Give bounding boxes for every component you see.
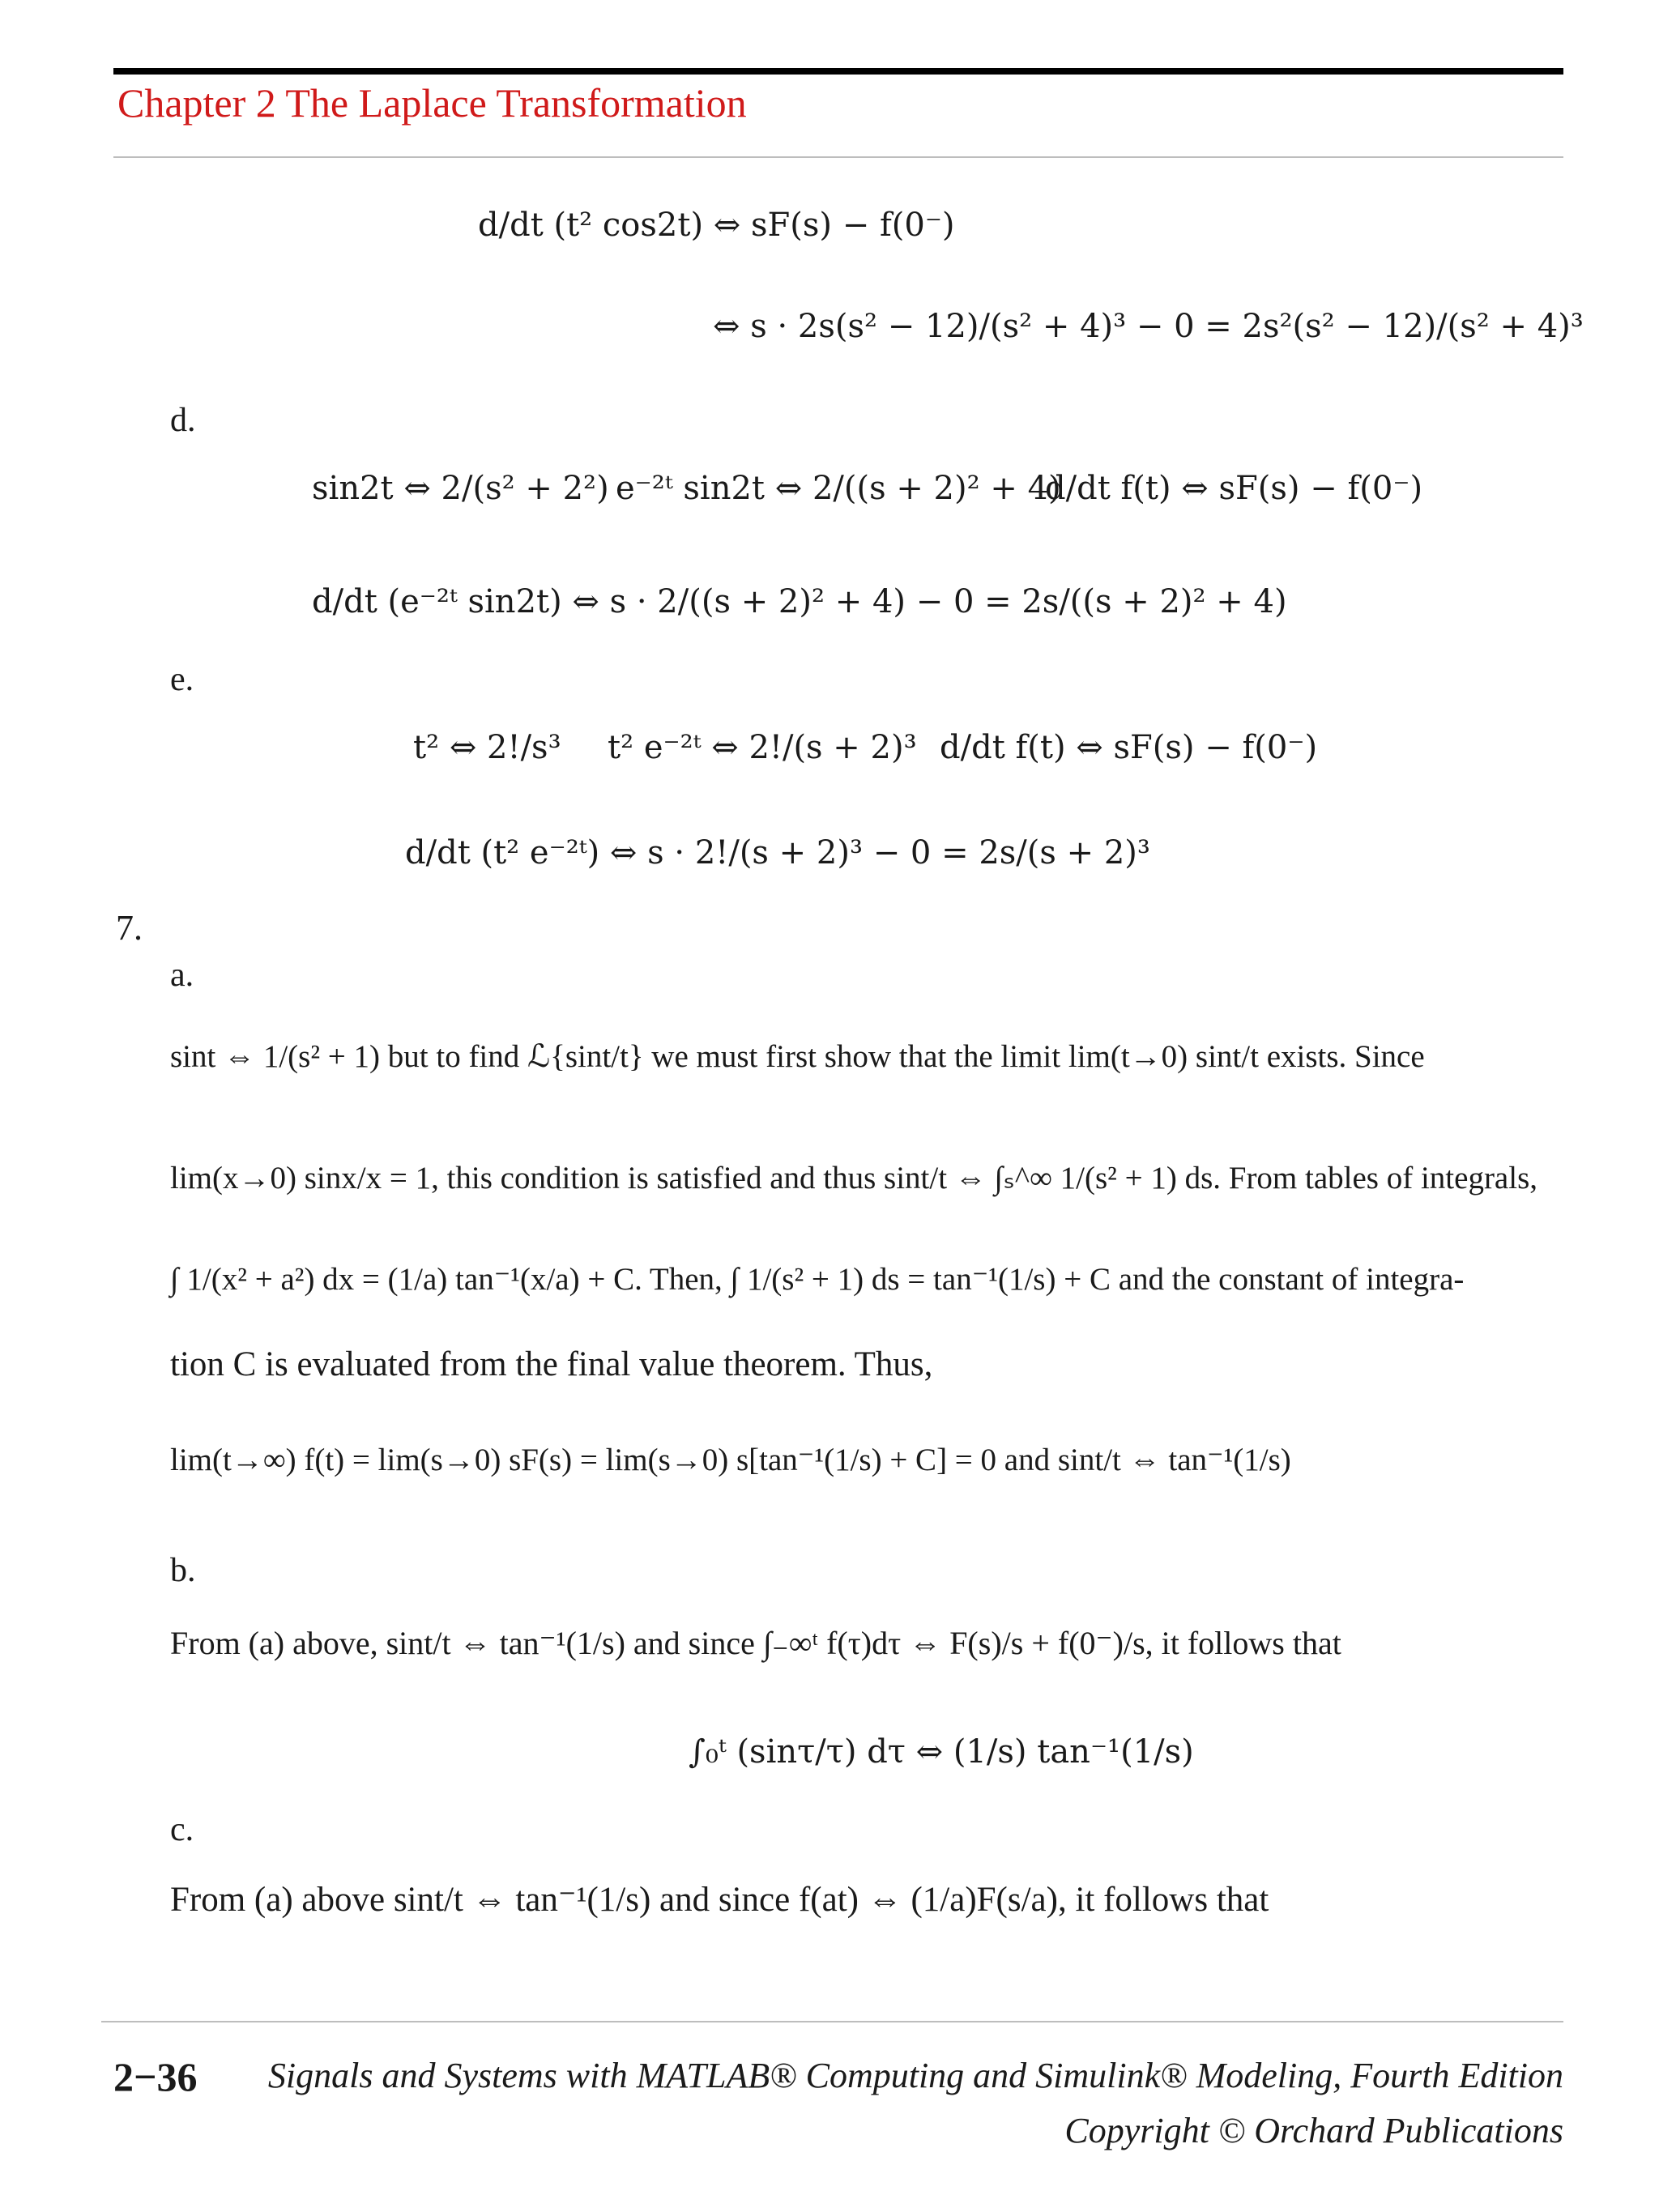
p7a-line4: tion C is evaluated from the final value theorem. Thus, bbox=[170, 1345, 933, 1383]
part-7a-label: a. bbox=[170, 957, 194, 994]
eq-e-line1b: t² e⁻²ᵗ ⇔ 2!/(s + 2)³ bbox=[608, 729, 917, 766]
eq-d-line1c: d/dt f(t) ⇔ sF(s) − f(0⁻) bbox=[1045, 470, 1423, 507]
eq-d-line2: d/dt (e⁻²ᵗ sin2t) ⇔ s · 2/((s + 2)² + 4) − 0 = 2s/((s + 2)² + 4) bbox=[312, 583, 1287, 620]
p7a-line3: ∫ 1/(x² + a²) dx = (1/a) tan⁻¹(x/a) + C. Then, ∫ 1/(s² + 1) ds = tan⁻¹(1/s) + C and the constant of integra- bbox=[170, 1262, 1465, 1297]
p7a-line5: lim(t→∞) f(t) = lim(s→0) sF(s) = lim(s→0) s[tan⁻¹(1/s) + C] = 0 and sint/t ⇔ tan⁻¹(1/s) bbox=[170, 1443, 1291, 1477]
p7b-line2: ∫₀ᵗ (sinτ/τ) dτ ⇔ (1/s) tan⁻¹(1/s) bbox=[689, 1733, 1194, 1771]
part-e-label: e. bbox=[170, 661, 194, 698]
part-7b-label: b. bbox=[170, 1552, 196, 1589]
header-rule-thick bbox=[113, 68, 1563, 75]
eq-d-line1a: sin2t ⇔ 2/(s² + 2²) bbox=[312, 470, 609, 507]
eq-e-line1c: d/dt f(t) ⇔ sF(s) − f(0⁻) bbox=[940, 729, 1318, 766]
eq-e-line1a: t² ⇔ 2!/s³ bbox=[413, 729, 561, 766]
eq-c-line1: d/dt (t² cos2t) ⇔ sF(s) − f(0⁻) bbox=[478, 207, 955, 244]
eq-c-line2: ⇔ s · 2s(s² − 12)/(s² + 4)³ − 0 = 2s²(s² − 12)/(s² + 4)³ bbox=[713, 308, 1584, 345]
p7c-line1: From (a) above sint/t ⇔ tan⁻¹(1/s) and since f(at) ⇔ (1/a)F(s/a), it follows that bbox=[170, 1881, 1269, 1919]
part-7c-label: c. bbox=[170, 1811, 194, 1848]
header-rule-thin bbox=[113, 156, 1563, 158]
p7a-line2: lim(x→0) sinx/x = 1, this condition is satisfied and thus sint/t ⇔ ∫ₛ^∞ 1/(s² + 1) ds. From tables of integrals, bbox=[170, 1161, 1538, 1196]
problem-7-number: 7. bbox=[116, 908, 143, 948]
copyright-line: Copyright © Orchard Publications bbox=[1064, 2111, 1563, 2150]
page-number: 2−36 bbox=[113, 2054, 198, 2099]
p7b-line1: From (a) above, sint/t ⇔ tan⁻¹(1/s) and since ∫₋∞ᵗ f(τ)dτ ⇔ F(s)/s + f(0⁻)/s, it follows that bbox=[170, 1625, 1341, 1661]
eq-d-line1b: e⁻²ᵗ sin2t ⇔ 2/((s + 2)² + 4) bbox=[616, 470, 1061, 507]
footer-rule bbox=[101, 2021, 1563, 2022]
chapter-title: Chapter 2 The Laplace Transformation bbox=[117, 80, 747, 126]
eq-e-line2: d/dt (t² e⁻²ᵗ) ⇔ s · 2!/(s + 2)³ − 0 = 2s/(s + 2)³ bbox=[405, 834, 1150, 872]
part-d-label: d. bbox=[170, 402, 196, 439]
p7a-line1: sint ⇔ 1/(s² + 1) but to find ℒ{sint/t} we must first show that the limit lim(t→0) sint/t exists. Since bbox=[170, 1039, 1425, 1074]
book-title: Signals and Systems with MATLAB® Computing and Simulink® Modeling, Fourth Edition bbox=[267, 2056, 1563, 2095]
